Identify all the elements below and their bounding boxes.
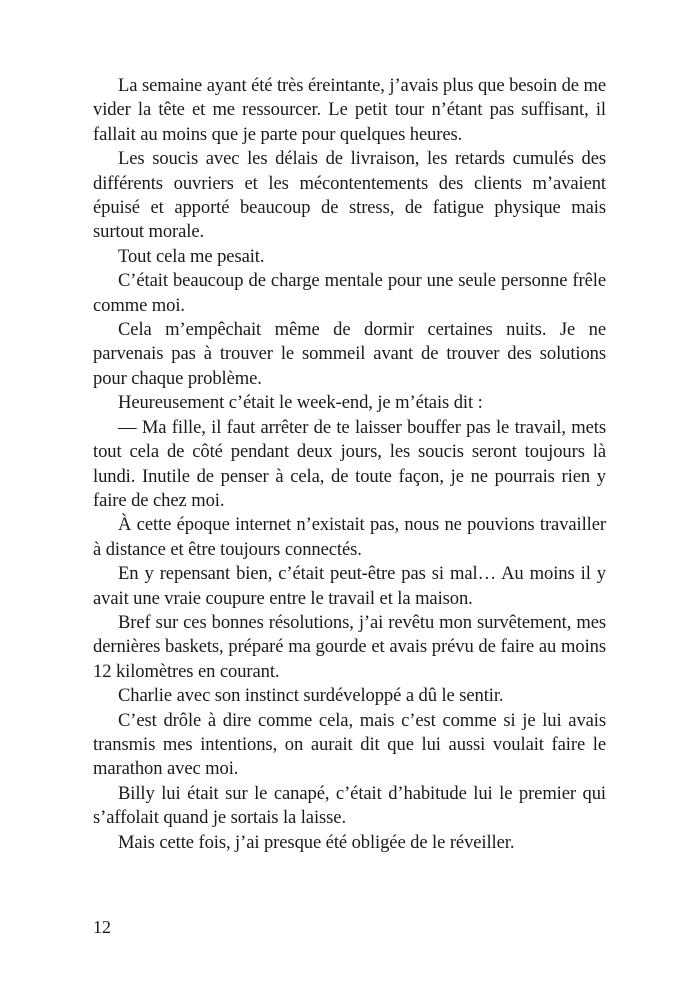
paragraph: À cette époque internet n’existait pas, nous ne pouvions travailler à distance et être toujours connectés. — [93, 514, 606, 560]
paragraph: C’est drôle à dire comme cela, mais c’est comme si je lui avais transmis mes intentions, on aurait dit que lui aussi voulait faire le marathon avec moi. — [93, 709, 606, 780]
paragraph: La semaine ayant été très éreintante, j’avais plus que besoin de me vider la tête et me ressourcer. Le petit tour n’étant pas suffisant, il fallait au moins que je parte pour quelques heures. — [93, 75, 606, 145]
paragraph: C’était beaucoup de charge mentale pour une seule personne frêle comme moi. — [93, 270, 606, 316]
paragraph: Les soucis avec les délais de livraison, les retards cumulés des différents ouvriers et les mécontentements des clients m’avaient épuisé et apporté beaucoup de stress, de fatigue physique mais surtout morale. — [93, 148, 606, 243]
page-number: 12 — [93, 917, 111, 937]
body-text — [93, 74, 606, 855]
dialogue-paragraph: — Ma fille, il faut arrêter de te laisser bouffer pas le travail, mets tout cela de côté pendant deux jours, les soucis seront toujours là lundi. Inutile de penser à cela, de toute façon, je ne pourrais rien y faire de chez moi. — [93, 416, 606, 511]
paragraph: Cela m’empêchait même de dormir certaines nuits. Je ne parvenais pas à trouver le sommeil avant de trouver des solutions pour chaque problème. — [93, 319, 606, 389]
paragraph: Tout cela me pesait. — [118, 245, 265, 267]
paragraph: Billy lui était sur le canapé, c’était d’habitude lui le premier qui s’affolait quand je sortais la laisse. — [93, 782, 606, 829]
paragraph: Charlie avec son instinct surdéveloppé a dû le sentir. — [118, 685, 504, 707]
paragraph: Bref sur ces bonnes résolutions, j’ai revêtu mon survêtement, mes dernières baskets, préparé ma gourde et avais prévu de faire au moins 12 kilomètres en courant. — [93, 611, 606, 682]
paragraph: Heureusement c’était le week-end, je m’étais dit : — [118, 392, 483, 414]
paragraph: En y repensant bien, c’était peut-être pas si mal… Au moins il y avait une vraie coupure entre le travail et la maison. — [93, 563, 606, 609]
paragraph: Mais cette fois, j’ai presque été obligée de le réveiller. — [118, 831, 515, 853]
